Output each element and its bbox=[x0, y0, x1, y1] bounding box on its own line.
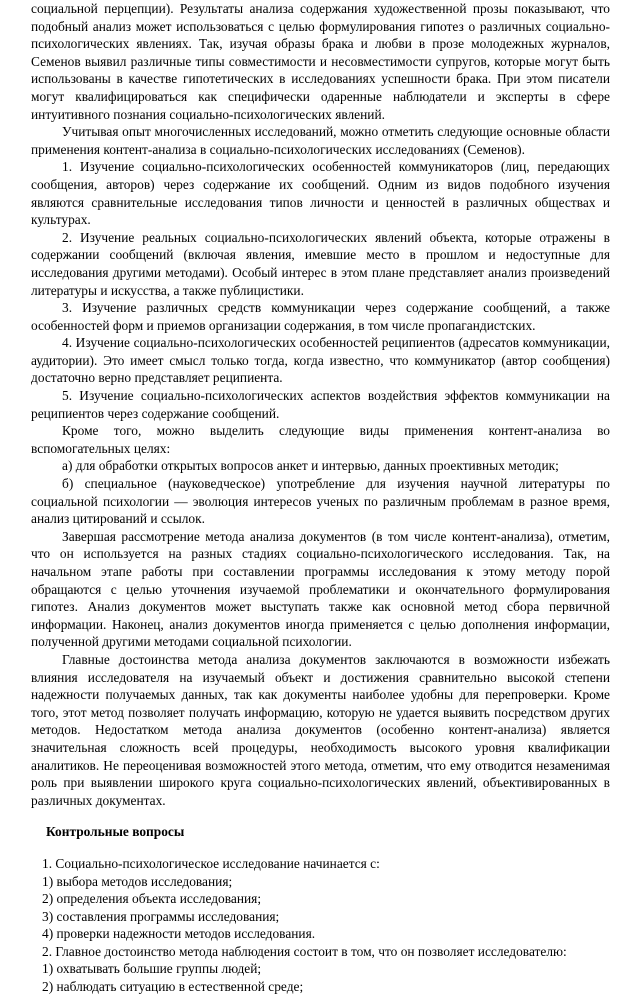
list-item: 2) определения объекта исследования; bbox=[42, 891, 262, 907]
section-heading: Контрольные вопросы bbox=[46, 824, 185, 840]
body-text bbox=[31, 0, 610, 809]
list-item: 1. Социально-психологическое исследование начинается с: bbox=[42, 855, 380, 871]
paragraph: 2. Изучение реальных социально-психологических явлений объекта, которые отражены в содержании сообщений (включая явления, имевшие место в прошлом и недоступные для исследования другими методами). Особый интерес в этом плане представляет анализ произведений литературы и искусства, а также публицистики. bbox=[31, 229, 610, 298]
paragraph: а) для обработки открытых вопросов анкет и интервью, данных проективных методик; bbox=[62, 458, 559, 474]
paragraph: Главные достоинства метода анализа документов заключаются в возможности избежать влияния исследователя на изучаемый объект и достижения сравнительно высокой степени надежности получаемых данных, так как документы наиболее удобны для перепроверки. Кроме того, этот метод позволяет получать информацию, которую не удается выявить посредством других методов. Недостатком метода анализа документов (особенно контент-анализа) является значительная сложность всей процедуры, необходимость высокого уровня квалификации аналитиков. Не переоценивая возможностей этого метода, отметим, что ему отводится незаменимая роль при выявлении широкого круга социально-психологических явлений, объективированных в различных документах. bbox=[31, 651, 610, 808]
paragraph: Учитывая опыт многочисленных исследований, можно отметить следующие основные области применения контент-анализа в социально-психологических исследованиях (Семенов). bbox=[31, 124, 610, 157]
paragraph: 3. Изучение различных средств коммуникации через содержание сообщений, а также особенностей форм и приемов организации содержания, в том числе пропагандистских. bbox=[31, 300, 610, 333]
list-item: 4) проверки надежности методов исследования. bbox=[42, 926, 316, 942]
list-item: 3) составления программы исследования; bbox=[42, 908, 280, 924]
questions-list bbox=[31, 855, 610, 996]
paragraph: 5. Изучение социально-психологических аспектов воздействия эффектов коммуникации на реципиентов через содержание сообщений. bbox=[31, 388, 610, 421]
paragraph: б) специальное (науковедческое) употребление для изучения научной литературы по социальной психологии — эволюция интересов ученых по различным проблемам в разное время, анализ цитирований и ссылок. bbox=[31, 476, 610, 527]
list-item: 2. Главное достоинство метода наблюдения состоит в том, что он позволяет исследователю: bbox=[42, 943, 567, 959]
paragraph: 1. Изучение социально-психологических особенностей коммуникаторов (лиц, передающих сообщения, авторов) через содержание их сообщений. Одним из видов подобного изучения являются сравнительные исследования типов личности и ценностей в различных обществах и культурах. bbox=[31, 159, 610, 228]
paragraph: социальной перцепции). Результаты анализа содержания художественной прозы показывают, что подобный анализ может использоваться с целью формулирования гипотез о различных социально-психологических явлениях. Так, изучая образы брака и любви в прозе молодежных журналов, Семенов выявил различные типы совместимости и несовместимости супругов, которые могут быть использованы в качестве гипотетических в исследованиях успешности брака. При этом писатели могут квалифицироваться как специфически одаренные наблюдатели и эксперты в сфере интуитивного познания социально-психологических явлений. bbox=[31, 1, 610, 122]
paragraph: Кроме того, можно выделить следующие виды применения контент-анализа во вспомогательных целях: bbox=[31, 423, 610, 456]
list-item: 1) охватывать большие группы людей; bbox=[42, 961, 262, 977]
list-item: 1) выбора методов исследования; bbox=[42, 873, 233, 889]
list-item: 2) наблюдать ситуацию в естественной среде; bbox=[42, 979, 304, 995]
paragraph: 4. Изучение социально-психологических особенностей реципиентов (адресатов коммуникации, аудитории). Это имеет смысл только тогда, когда известно, что коммуникатор (автор сообщения) достаточно верно представляет реципиента. bbox=[31, 335, 610, 386]
paragraph: Завершая рассмотрение метода анализа документов (в том числе контент-анализа), отметим, что он используется на разных стадиях социально-психологического исследования. Так, на начальном этапе работы при составлении программы исследования к этому методу порой обращаются с целью уточнения изучаемой проблематики и окончательного формулирования гипотез. Анализ документов может выступать также как основной метод сбора первичной информации. Наконец, анализ документов иногда применяется с целью дополнения информации, полученной другими методами социальной психологии. bbox=[31, 528, 610, 650]
